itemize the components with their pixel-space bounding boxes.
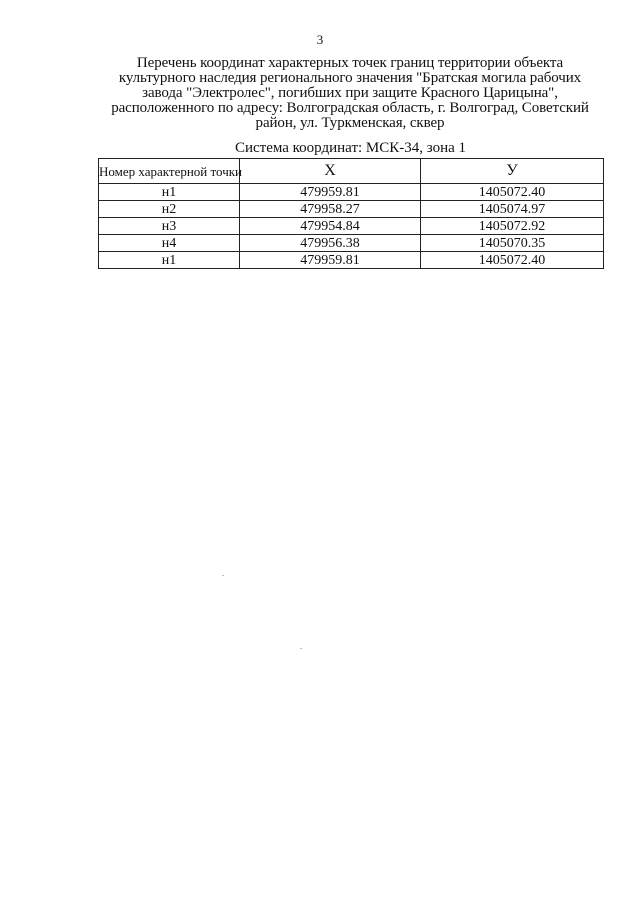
scan-speck <box>300 648 302 649</box>
cell-point: н1 <box>99 184 240 201</box>
cell-x: 479956.38 <box>240 235 421 252</box>
cell-x: 479959.81 <box>240 184 421 201</box>
cell-x: 479954.84 <box>240 218 421 235</box>
page-number: 3 <box>316 32 324 47</box>
header-point-number: Номер характерной точки <box>99 159 240 184</box>
table-row <box>99 252 604 269</box>
table-row <box>99 201 604 218</box>
title-line: культурного наследия регионального значения "Братская могила рабочих <box>118 70 582 86</box>
header-y: У <box>421 159 604 184</box>
cell-x: 479958.27 <box>240 201 421 218</box>
cell-point: н4 <box>99 235 240 252</box>
table-header-row <box>99 159 604 184</box>
title-line: расположенного по адресу: Волгоградская область, г. Волгоград, Советский <box>111 100 589 116</box>
title-line: завода "Электролес", погибших при защите Красного Царицына", <box>142 85 558 101</box>
document-title <box>60 56 640 131</box>
cell-point: н3 <box>99 218 240 235</box>
cell-y: 1405072.92 <box>421 218 604 235</box>
cell-point: н1 <box>99 252 240 269</box>
cell-y: 1405070.35 <box>421 235 604 252</box>
cell-y: 1405072.40 <box>421 184 604 201</box>
scan-speck <box>222 575 224 576</box>
coordinates-table <box>98 158 604 269</box>
table-row <box>99 218 604 235</box>
cell-point: н2 <box>99 201 240 218</box>
cell-y: 1405074.97 <box>421 201 604 218</box>
cell-x: 479959.81 <box>240 252 421 269</box>
title-line: район, ул. Туркменская, сквер <box>255 115 445 131</box>
coordinate-system-label: Система координат: МСК-34, зона 1 <box>234 140 467 156</box>
title-line: Перечень координат характерных точек границ территории объекта <box>136 55 564 71</box>
cell-y: 1405072.40 <box>421 252 604 269</box>
table-row <box>99 235 604 252</box>
table-row <box>99 184 604 201</box>
header-x: X <box>240 159 421 184</box>
